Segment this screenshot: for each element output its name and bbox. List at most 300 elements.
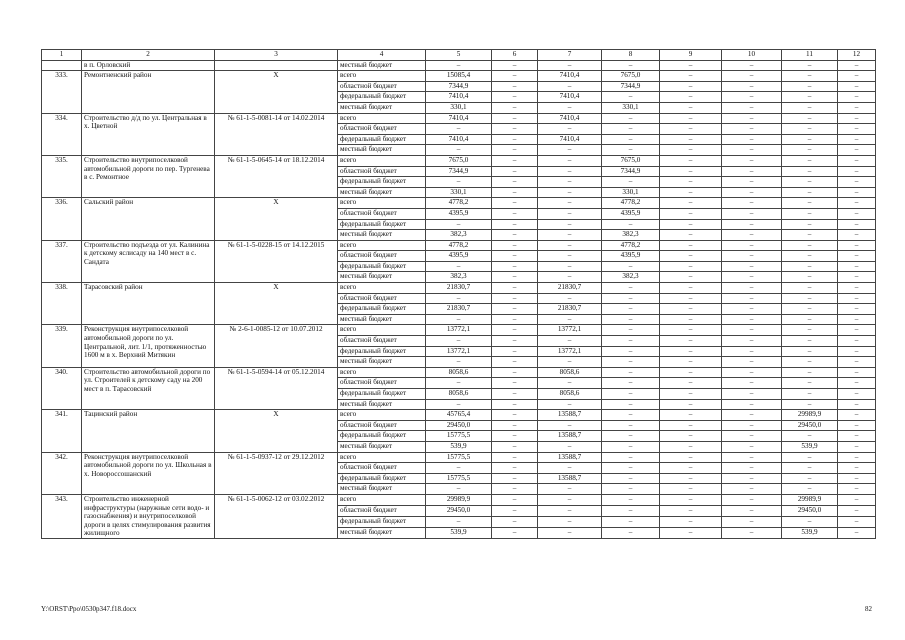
funding-source: всего	[338, 155, 426, 166]
funding-source: местный бюджет	[338, 314, 426, 325]
document-ref: Х	[215, 410, 338, 452]
value-cell: –	[722, 399, 782, 410]
value-cell: –	[782, 367, 838, 378]
value-cell: –	[660, 198, 722, 209]
value-cell: –	[492, 304, 538, 315]
funding-source: всего	[338, 283, 426, 294]
value-cell: –	[722, 346, 782, 357]
value-cell: –	[602, 399, 660, 410]
value-cell: 13588,7	[538, 473, 602, 484]
value-cell: –	[602, 336, 660, 347]
table-row	[42, 155, 876, 166]
value-cell: 29450,0	[426, 505, 492, 516]
value-cell: –	[538, 293, 602, 304]
funding-source: всего	[338, 452, 426, 463]
value-cell: –	[426, 357, 492, 368]
value-cell: 15085,4	[426, 71, 492, 82]
value-cell: –	[838, 357, 876, 368]
value-cell: –	[660, 219, 722, 230]
value-cell: –	[782, 208, 838, 219]
funding-source: местный бюджет	[338, 484, 426, 495]
value-cell: –	[426, 219, 492, 230]
row-number	[42, 60, 82, 71]
value-cell: –	[492, 230, 538, 241]
value-cell: –	[492, 102, 538, 113]
value-cell: –	[492, 60, 538, 71]
value-cell: –	[492, 463, 538, 474]
value-cell: –	[782, 60, 838, 71]
value-cell: 15775,5	[426, 431, 492, 442]
value-cell: –	[602, 410, 660, 421]
value-cell: –	[722, 240, 782, 251]
value-cell: –	[782, 378, 838, 389]
document-ref: № 61-1-5-0645-14 от 18.12.2014	[215, 155, 338, 197]
value-cell: –	[660, 389, 722, 400]
value-cell: 330,1	[426, 102, 492, 113]
value-cell: –	[838, 399, 876, 410]
value-cell: –	[838, 484, 876, 495]
value-cell: –	[660, 92, 722, 103]
document-ref: № 61-1-5-0937-12 от 29.12.2012	[215, 452, 338, 494]
value-cell: –	[838, 367, 876, 378]
table-row	[42, 113, 876, 124]
object-name: Реконструкция внутрипоселковой автомобильной дороги по ул. Центральной, лит. 1/1, протяженностью 1600 м в х. Верхний Митякин	[82, 325, 215, 367]
value-cell: –	[602, 527, 660, 538]
value-cell: –	[538, 420, 602, 431]
value-cell: –	[782, 219, 838, 230]
value-cell: 539,9	[426, 441, 492, 452]
funding-source: областной бюджет	[338, 251, 426, 262]
value-cell: –	[782, 399, 838, 410]
funding-source: всего	[338, 410, 426, 421]
value-cell: –	[782, 251, 838, 262]
value-cell: –	[538, 505, 602, 516]
value-cell: –	[660, 505, 722, 516]
value-cell: –	[426, 293, 492, 304]
funding-source: федеральный бюджет	[338, 431, 426, 442]
column-header-7: 7	[538, 50, 602, 61]
footer-file-path: Y:\ORST\Ppo\0530p347.f18.docx	[41, 605, 137, 613]
value-cell: –	[838, 166, 876, 177]
value-cell: 21830,7	[426, 283, 492, 294]
value-cell: –	[492, 336, 538, 347]
value-cell: –	[782, 389, 838, 400]
object-name: Тацинский район	[82, 410, 215, 452]
value-cell: –	[722, 410, 782, 421]
value-cell: –	[838, 92, 876, 103]
value-cell: –	[426, 261, 492, 272]
value-cell: 15775,5	[426, 452, 492, 463]
table-row	[42, 71, 876, 82]
value-cell: –	[722, 113, 782, 124]
value-cell: –	[660, 113, 722, 124]
value-cell: –	[602, 516, 660, 527]
value-cell: –	[722, 124, 782, 135]
value-cell: –	[660, 81, 722, 92]
value-cell: –	[660, 431, 722, 442]
value-cell: –	[838, 124, 876, 135]
value-cell: 21830,7	[538, 283, 602, 294]
value-cell: –	[722, 145, 782, 156]
value-cell: –	[492, 81, 538, 92]
value-cell: –	[660, 463, 722, 474]
value-cell: –	[782, 92, 838, 103]
funding-source: областной бюджет	[338, 81, 426, 92]
value-cell: –	[602, 473, 660, 484]
value-cell: –	[492, 473, 538, 484]
object-name: Сальский район	[82, 198, 215, 240]
value-cell: –	[602, 124, 660, 135]
funding-source: федеральный бюджет	[338, 304, 426, 315]
value-cell: –	[660, 240, 722, 251]
value-cell: 4395,9	[426, 251, 492, 262]
value-cell: 29989,9	[426, 494, 492, 505]
value-cell: –	[722, 494, 782, 505]
value-cell: –	[602, 261, 660, 272]
value-cell: 15775,5	[426, 473, 492, 484]
value-cell: 7344,9	[426, 81, 492, 92]
value-cell: –	[722, 219, 782, 230]
funding-source: федеральный бюджет	[338, 92, 426, 103]
value-cell: 7410,4	[538, 92, 602, 103]
funding-source: всего	[338, 367, 426, 378]
value-cell: –	[492, 177, 538, 188]
table-row	[42, 198, 876, 209]
value-cell: –	[602, 357, 660, 368]
value-cell: –	[602, 304, 660, 315]
value-cell: 13588,7	[538, 431, 602, 442]
value-cell: –	[722, 208, 782, 219]
funding-source: местный бюджет	[338, 272, 426, 283]
column-header-5: 5	[426, 50, 492, 61]
column-header-6: 6	[492, 50, 538, 61]
value-cell: –	[492, 431, 538, 442]
value-cell: –	[838, 389, 876, 400]
value-cell: –	[538, 399, 602, 410]
column-header-1: 1	[42, 50, 82, 61]
value-cell: –	[492, 389, 538, 400]
value-cell: –	[660, 261, 722, 272]
value-cell: –	[838, 494, 876, 505]
value-cell: 45765,4	[426, 410, 492, 421]
value-cell: 4395,9	[602, 208, 660, 219]
value-cell: 7410,4	[538, 113, 602, 124]
object-name: Строительство д/д по ул. Центральная в х. Цветной	[82, 113, 215, 155]
value-cell: –	[782, 272, 838, 283]
document-ref: № 2-6-1-0085-12 от 10.07.2012	[215, 325, 338, 367]
value-cell: –	[782, 325, 838, 336]
funding-source: местный бюджет	[338, 145, 426, 156]
value-cell: –	[538, 155, 602, 166]
value-cell: –	[838, 251, 876, 262]
funding-source: областной бюджет	[338, 124, 426, 135]
value-cell: –	[838, 527, 876, 538]
row-number: 337.	[42, 240, 82, 282]
column-header-2: 2	[82, 50, 215, 61]
column-header-11: 11	[782, 50, 838, 61]
row-number: 343.	[42, 494, 82, 538]
value-cell: –	[782, 431, 838, 442]
value-cell: –	[722, 463, 782, 474]
value-cell: –	[722, 92, 782, 103]
value-cell: –	[492, 314, 538, 325]
value-cell: –	[838, 283, 876, 294]
value-cell: –	[492, 261, 538, 272]
value-cell: –	[492, 516, 538, 527]
value-cell: –	[660, 272, 722, 283]
document-ref: № 61-1-5-0062-12 от 03.02.2012	[215, 494, 338, 538]
value-cell: –	[602, 314, 660, 325]
value-cell: –	[492, 198, 538, 209]
value-cell: 13772,1	[426, 325, 492, 336]
value-cell: –	[660, 378, 722, 389]
value-cell: –	[782, 198, 838, 209]
column-header-12: 12	[838, 50, 876, 61]
document-ref: № 61-1-5-0081-14 от 14.02.2014	[215, 113, 338, 155]
value-cell: –	[722, 177, 782, 188]
funding-source: местный бюджет	[338, 441, 426, 452]
value-cell: –	[426, 60, 492, 71]
value-cell: 29989,9	[782, 410, 838, 421]
value-cell: –	[492, 92, 538, 103]
value-cell: –	[838, 102, 876, 113]
value-cell: –	[660, 484, 722, 495]
value-cell: –	[660, 155, 722, 166]
value-cell: –	[838, 208, 876, 219]
value-cell: 539,9	[782, 441, 838, 452]
value-cell: –	[492, 145, 538, 156]
funding-source: федеральный бюджет	[338, 134, 426, 145]
document-ref: Х	[215, 283, 338, 325]
row-number: 341.	[42, 410, 82, 452]
funding-source: местный бюджет	[338, 102, 426, 113]
value-cell: 29450,0	[782, 505, 838, 516]
value-cell: –	[782, 304, 838, 315]
column-header-4: 4	[338, 50, 426, 61]
value-cell: 13772,1	[538, 325, 602, 336]
value-cell: 21830,7	[426, 304, 492, 315]
value-cell: 382,3	[602, 272, 660, 283]
value-cell: –	[602, 145, 660, 156]
value-cell: –	[838, 473, 876, 484]
value-cell: 7410,4	[426, 113, 492, 124]
value-cell: –	[722, 420, 782, 431]
value-cell: 7675,0	[602, 155, 660, 166]
funding-source: местный бюджет	[338, 60, 426, 71]
row-number: 338.	[42, 283, 82, 325]
value-cell: –	[838, 378, 876, 389]
value-cell: –	[722, 516, 782, 527]
value-cell: –	[602, 283, 660, 294]
value-cell: –	[660, 325, 722, 336]
value-cell: –	[538, 145, 602, 156]
value-cell: –	[722, 251, 782, 262]
value-cell: –	[602, 293, 660, 304]
value-cell: –	[722, 473, 782, 484]
value-cell: –	[602, 367, 660, 378]
value-cell: –	[660, 441, 722, 452]
value-cell: –	[660, 177, 722, 188]
value-cell: 13772,1	[538, 346, 602, 357]
value-cell: –	[492, 527, 538, 538]
value-cell: –	[538, 81, 602, 92]
value-cell: 4395,9	[426, 208, 492, 219]
value-cell: –	[426, 484, 492, 495]
value-cell: –	[838, 314, 876, 325]
value-cell: –	[838, 134, 876, 145]
value-cell: –	[492, 113, 538, 124]
value-cell: 8058,6	[538, 389, 602, 400]
value-cell: –	[602, 325, 660, 336]
value-cell: –	[492, 293, 538, 304]
value-cell: –	[782, 293, 838, 304]
value-cell: –	[492, 452, 538, 463]
value-cell: –	[660, 145, 722, 156]
value-cell: –	[722, 484, 782, 495]
value-cell: –	[838, 219, 876, 230]
value-cell: –	[722, 230, 782, 241]
value-cell: –	[782, 473, 838, 484]
column-header-row	[42, 50, 876, 61]
document-ref	[215, 60, 338, 71]
value-cell: 4395,9	[602, 251, 660, 262]
funding-source: федеральный бюджет	[338, 261, 426, 272]
value-cell: 8058,6	[426, 367, 492, 378]
value-cell: –	[782, 357, 838, 368]
value-cell: –	[782, 155, 838, 166]
value-cell: –	[660, 60, 722, 71]
value-cell: –	[660, 473, 722, 484]
funding-source: федеральный бюджет	[338, 473, 426, 484]
value-cell: –	[426, 336, 492, 347]
value-cell: –	[660, 346, 722, 357]
value-cell: –	[838, 336, 876, 347]
table-row	[42, 60, 876, 71]
value-cell: 382,3	[426, 230, 492, 241]
value-cell: –	[602, 346, 660, 357]
value-cell: –	[660, 420, 722, 431]
value-cell: –	[838, 261, 876, 272]
budget-table-page	[41, 49, 875, 539]
value-cell: 539,9	[426, 527, 492, 538]
value-cell: –	[538, 240, 602, 251]
value-cell: –	[722, 81, 782, 92]
value-cell: –	[492, 420, 538, 431]
value-cell: –	[838, 325, 876, 336]
value-cell: –	[838, 452, 876, 463]
value-cell: –	[602, 431, 660, 442]
value-cell: –	[538, 378, 602, 389]
value-cell: –	[660, 134, 722, 145]
table-row	[42, 325, 876, 336]
value-cell: –	[838, 420, 876, 431]
value-cell: –	[722, 102, 782, 113]
value-cell: –	[538, 124, 602, 135]
row-number: 342.	[42, 452, 82, 494]
value-cell: –	[782, 124, 838, 135]
value-cell: –	[538, 177, 602, 188]
value-cell: 7344,9	[602, 166, 660, 177]
value-cell: –	[838, 346, 876, 357]
value-cell: –	[782, 145, 838, 156]
value-cell: –	[838, 60, 876, 71]
row-number: 334.	[42, 113, 82, 155]
value-cell: –	[492, 219, 538, 230]
value-cell: –	[492, 71, 538, 82]
value-cell: –	[722, 134, 782, 145]
value-cell: –	[426, 314, 492, 325]
value-cell: –	[722, 527, 782, 538]
row-number: 336.	[42, 198, 82, 240]
value-cell: –	[660, 71, 722, 82]
funding-source: областной бюджет	[338, 166, 426, 177]
value-cell: –	[660, 293, 722, 304]
value-cell: –	[838, 272, 876, 283]
row-number: 333.	[42, 71, 82, 113]
document-ref: Х	[215, 71, 338, 113]
value-cell: –	[722, 357, 782, 368]
value-cell: –	[722, 187, 782, 198]
value-cell: –	[538, 60, 602, 71]
value-cell: 539,9	[782, 527, 838, 538]
funding-source: всего	[338, 325, 426, 336]
value-cell: 29450,0	[782, 420, 838, 431]
object-name: Строительство внутрипоселковой автомобильной дороги по пер. Тургенева в с. Ремонтное	[82, 155, 215, 197]
value-cell: –	[492, 272, 538, 283]
value-cell: –	[660, 494, 722, 505]
value-cell: –	[782, 516, 838, 527]
value-cell: 4778,2	[426, 240, 492, 251]
column-header-10: 10	[722, 50, 782, 61]
value-cell: –	[538, 230, 602, 241]
value-cell: –	[838, 145, 876, 156]
column-header-8: 8	[602, 50, 660, 61]
value-cell: –	[492, 357, 538, 368]
value-cell: –	[538, 494, 602, 505]
value-cell: –	[722, 367, 782, 378]
table-row	[42, 283, 876, 294]
value-cell: –	[538, 198, 602, 209]
funding-source: федеральный бюджет	[338, 219, 426, 230]
object-name: Строительство автомобильной дороги по ул. Строителей к детскому саду на 200 мест в п. Тарасовский	[82, 367, 215, 409]
value-cell: –	[602, 494, 660, 505]
value-cell: –	[722, 283, 782, 294]
document-ref: № 61-1-5-0228-15 от 14.12.2015	[215, 240, 338, 282]
value-cell: –	[722, 389, 782, 400]
value-cell: –	[538, 261, 602, 272]
value-cell: –	[660, 336, 722, 347]
value-cell: –	[722, 336, 782, 347]
value-cell: –	[602, 113, 660, 124]
value-cell: –	[838, 155, 876, 166]
value-cell: –	[782, 113, 838, 124]
object-name: в п. Орловский	[82, 60, 215, 71]
value-cell: –	[660, 367, 722, 378]
value-cell: –	[782, 314, 838, 325]
value-cell: –	[426, 463, 492, 474]
funding-source: местный бюджет	[338, 399, 426, 410]
value-cell: –	[722, 304, 782, 315]
funding-source: областной бюджет	[338, 463, 426, 474]
value-cell: –	[602, 420, 660, 431]
value-cell: –	[426, 145, 492, 156]
value-cell: 7410,4	[538, 71, 602, 82]
value-cell: 13588,7	[538, 452, 602, 463]
value-cell: –	[782, 484, 838, 495]
value-cell: –	[838, 230, 876, 241]
value-cell: –	[722, 378, 782, 389]
value-cell: –	[602, 441, 660, 452]
